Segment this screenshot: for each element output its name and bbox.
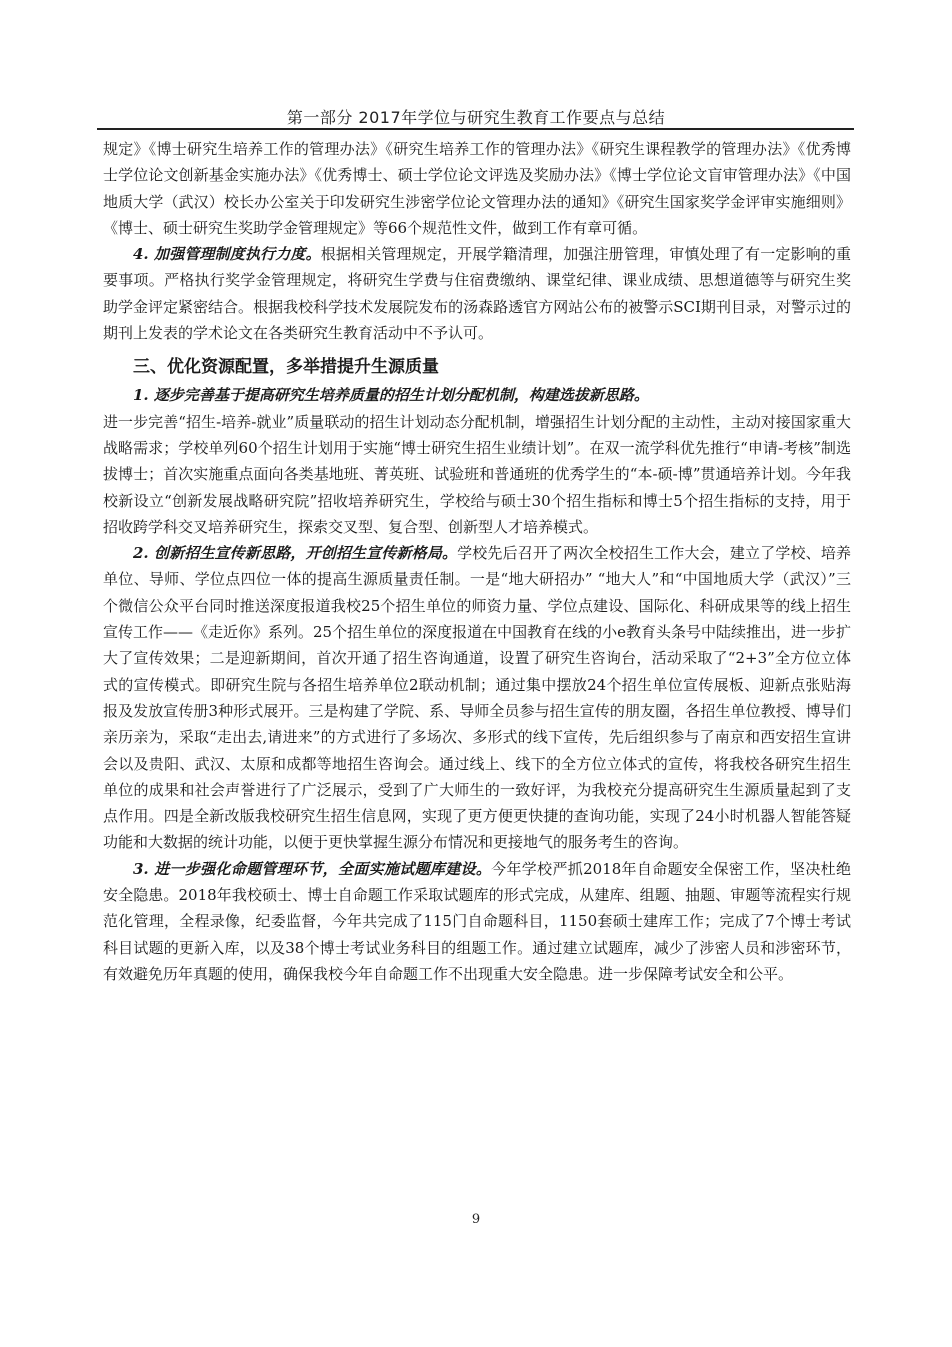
page-number: 9 [471, 1212, 481, 1227]
paragraph-lead: 3. 进一步强化命题管理环节，全面实施试题库建设。 [133, 859, 492, 878]
paragraph-regulations-list: 规定》《博士研究生培养工作的管理办法》《研究生培养工作的管理办法》《研究生课程教学的管理办法》《优秀博士学位论文创新基金实施办法》《优秀博士、硕士学位论文评选及奖励办法》《博士学位论文盲审管理办法》《中国地质大学（武汉）校长办公室关于印发研究生涉密学位论文管理办法的通知》《研究生国家奖学金评审实施细则》《博士、硕士研究生奖助学金管理规定》等66个规范性文件，做到工作有章可循。 [103, 140, 851, 237]
paragraph-management-enforcement [103, 241, 851, 346]
body-text [103, 136, 851, 987]
paragraph-exam-bank [103, 856, 851, 987]
header-rule [97, 128, 854, 130]
paragraph-lead: 2. 创新招生宣传新思路，开创招生宣传新格局。 [133, 544, 458, 563]
paragraph-lead: 1. 逐步完善基于提高研究生培养质量的招生计划分配机制，构建选拔新思路。 [133, 386, 649, 405]
paragraph-text: 今年学校严抓2018年自命题安全保密工作，坚决杜绝安全隐患。2018年我校硕士、博士自命题工作采取试题库的形式完成，从建库、组题、抽题、审题等流程实行规范化管理，全程录像，纪委监督，今年共完成了115门自命题科目，1150套硕士建库工作；完成了7个博士考试科目试题的更新入库，以及38个博士考试业务科目的组题工作。通过建立试题库，减少了涉密人员和涉密环节，有效避免历年真题的使用，确保我校今年自命题工作不出现重大安全隐患。进一步保障考试安全和公平。 [103, 859, 851, 983]
paragraph-enrollment-mechanism: 进一步完善“招生-培养-就业”质量联动的招生计划动态分配机制，增强招生计划分配的主动性，主动对接国家重大战略需求；学校单列60个招生计划用于实施“博士研究生招生业绩计划”。在双一流学科优先推行“申请-考核”制选拔博士；首次实施重点面向各类基地班、菁英班、试验班和普通班的优秀学生的“本-硕-博”贯通培养计划。今年我校新设立“创新发展战略研究院”招收培养研究生，学校给与硕士30个招生指标和博士5个招生指标的支持，用于招收跨学科交叉培养研究生，探索交叉型、复合型、创新型人才培养模式。 [103, 412, 851, 536]
section-heading: 三、优化资源配置，多举措提升生源质量 [133, 357, 439, 378]
paragraph-lead-enrollment-mechanism [103, 382, 851, 408]
running-header: 第一部分 2017年学位与研究生教育工作要点与总结 [286, 108, 666, 127]
paragraph-text: 学校先后召开了两次全校招生工作大会，建立了学校、培养单位、导师、学位点四位一体的提高生源质量责任制。一是“地大研招办” “地大人”和“中国地质大学（武汉）”三个微信公众平台同时推送深度报道我校25个招生单位的师资力量、学位点建设、国际化、科研成果等的线上招生宣传工作——《走近你》系列。25个招生单位的深度报道在中国教育在线的小e教育头条号中陆续推出，进一步扩大了宣传效果；二是迎新期间，首次开通了招生咨询通道，设置了研究生咨询台，活动采取了“2+3”全方位立体式的宣传模式。即研究生院与各招生培养单位2联动机制；通过集中摆放24个招生单位宣传展板、迎新点张贴海报及发放宣传册3种形式展开。三是构建了学院、系、导师全员参与招生宣传的朋友圈，各招生单位教授、博导们亲历亲为，采取“走出去,请进来”的方式进行了多场次、多形式的线下宣传，先后组织参与了南京和西安招生宣讲会以及贵阳、武汉、太原和成都等地招生咨询会。通过线上、线下的全方位立体式的宣传，将我校各研究生招生单位的成果和社会声誉进行了广泛展示，受到了广大师生的一致好评，为我校充分提高研究生生源质量起到了支点作用。四是全新改版我校研究生招生信息网，实现了更方便更快捷的查询功能，实现了24小时机器人智能答疑功能和大数据的统计功能，以便于更快掌握生源分布情况和更接地气的服务考生的咨询。 [103, 544, 851, 852]
paragraph-text: 根据相关管理规定，开展学籍清理，加强注册管理，审慎处理了有一定影响的重要事项。严格执行奖学金管理规定，将研究生学费与住宿费缴纳、课堂纪律、课业成绩、思想道德等与研究生奖助学金评定紧密结合。根据我校科学技术发展院发布的汤森路透官方网站公布的被警示SCI期刊目录，对警示过的期刊上发表的学术论文在各类研究生教育活动中不予认可。 [103, 245, 851, 343]
paragraph-publicity [103, 540, 851, 856]
paragraph-lead: 4. 加强管理制度执行力度。 [133, 245, 321, 264]
